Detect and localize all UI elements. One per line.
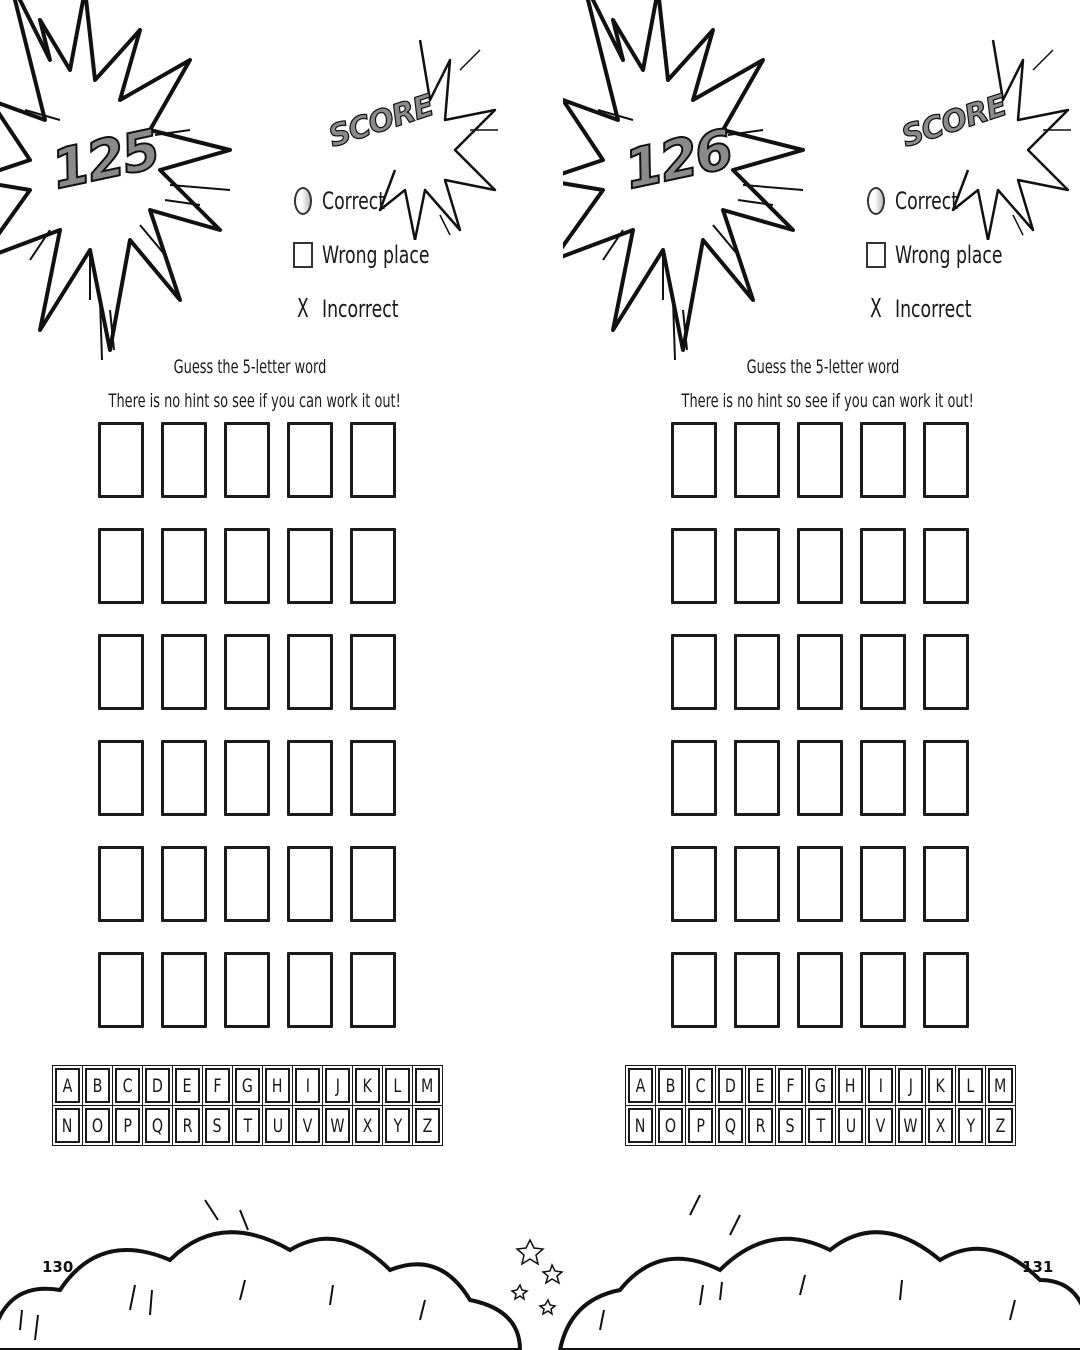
alphabet-letter-label: S [785,1114,796,1137]
letter-box[interactable] [671,528,717,604]
alphabet-row [628,1068,1018,1103]
legend-label: Incorrect [895,295,972,323]
guess-row [671,634,969,710]
alphabet-letter[interactable] [958,1108,983,1143]
alphabet-letter-label: B [665,1074,676,1097]
guess-row [671,528,969,604]
alphabet-letter-label: F [213,1074,222,1097]
alphabet-letter-label: N [635,1114,646,1137]
alphabet-letter[interactable] [355,1108,380,1143]
alphabet-letter[interactable] [898,1108,923,1143]
letter-box[interactable] [923,740,969,816]
alphabet-letter-label: P [123,1114,132,1137]
alphabet-letter[interactable] [838,1108,863,1143]
alphabet-letter[interactable] [628,1068,653,1103]
alphabet-letter-label: Y [966,1114,975,1137]
letter-box[interactable] [671,952,717,1028]
alphabet-letter[interactable] [928,1068,953,1103]
alphabet-letter-label: D [725,1074,736,1097]
alphabet-letter-label: O [664,1114,677,1137]
square-icon [866,242,886,268]
alphabet-row [628,1108,1018,1143]
letter-box[interactable] [98,634,144,710]
guess-row [671,952,969,1028]
puzzle-number: 126 [619,117,737,202]
alphabet-letter-label: X [935,1114,946,1137]
alphabet-letter-label: D [152,1074,163,1097]
alphabet-letter-label: V [875,1114,886,1137]
alphabet-letter-label: G [241,1074,254,1097]
legend-incorrect [859,282,1044,336]
alphabet-letter-label: J [908,1074,913,1097]
instruction-line: Guess the 5-letter word [746,356,900,378]
alphabet-letter-label: U [845,1114,856,1137]
letter-box[interactable] [671,634,717,710]
alphabet-letter-label: J [335,1074,340,1097]
letter-box[interactable] [860,634,906,710]
guess-row [98,846,396,922]
alphabet-letter-label: F [786,1074,795,1097]
guess-row [671,422,969,498]
letter-box[interactable] [224,422,270,498]
legend-correct [859,174,1044,228]
alphabet-letter[interactable] [748,1068,773,1103]
letter-box[interactable] [350,528,396,604]
alphabet-letter[interactable] [145,1108,170,1143]
alphabet-letter[interactable] [688,1068,713,1103]
page-number: 130 [42,1258,74,1276]
alphabet-letter-label: M [994,1074,1007,1097]
alphabet-letter-label: B [92,1074,103,1097]
alphabet-letter-label: W [330,1114,345,1137]
alphabet-letter-label: C [122,1074,133,1097]
letter-box[interactable] [923,846,969,922]
alphabet-letter-label: O [91,1114,104,1137]
letter-box[interactable] [350,422,396,498]
letter-box[interactable] [797,952,843,1028]
alphabet-letter-label: Z [995,1114,1006,1137]
alphabet-letter[interactable] [235,1068,260,1103]
alphabet-letter-label: S [212,1114,223,1137]
alphabet-letter[interactable] [988,1068,1013,1103]
alphabet-row [55,1108,445,1143]
alphabet-letter-label: A [62,1074,73,1097]
letter-box[interactable] [923,952,969,1028]
legend-label: Wrong place [322,241,430,269]
x-icon: X [870,294,882,324]
alphabet-letter[interactable] [385,1108,410,1143]
circle-icon [867,187,885,215]
letter-box[interactable] [671,422,717,498]
guess-row [98,634,396,710]
letter-box[interactable] [161,740,207,816]
alphabet-letter[interactable] [145,1068,170,1103]
right-page [540,0,1080,1350]
letter-box[interactable] [350,952,396,1028]
score-legend [859,174,1044,336]
alphabet-letter[interactable] [928,1108,953,1143]
alphabet-letter[interactable] [868,1108,893,1143]
letter-box[interactable] [287,422,333,498]
alphabet-letter[interactable] [868,1068,893,1103]
letter-box[interactable] [734,846,780,922]
alphabet-letter[interactable] [235,1108,260,1143]
letter-box[interactable] [797,740,843,816]
alphabet-letter[interactable] [295,1068,320,1103]
letter-box[interactable] [98,422,144,498]
alphabet-letter-label: K [362,1074,373,1097]
alphabet-letter-label: T [243,1114,252,1137]
instructions [102,350,401,418]
puzzle-number: 125 [46,117,164,202]
alphabet-letter-label: N [62,1114,73,1137]
letter-box[interactable] [860,740,906,816]
alphabet-letter[interactable] [658,1108,683,1143]
guess-row [671,846,969,922]
alphabet-letter[interactable] [958,1068,983,1103]
alphabet-letter-label: H [845,1074,856,1097]
letter-box[interactable] [350,846,396,922]
letter-box[interactable] [923,528,969,604]
guess-row [98,528,396,604]
legend-correct [286,174,471,228]
guess-row [98,740,396,816]
letter-box[interactable] [98,846,144,922]
alphabet-letter[interactable] [778,1108,803,1143]
letter-box[interactable] [287,528,333,604]
score-title: SCORE [324,88,438,155]
letter-box[interactable] [161,528,207,604]
letter-box[interactable] [734,634,780,710]
alphabet-letter[interactable] [205,1108,230,1143]
alphabet-letter[interactable] [718,1068,743,1103]
letter-box[interactable] [860,422,906,498]
letter-box[interactable] [224,952,270,1028]
alphabet-letter[interactable] [175,1068,200,1103]
letter-box[interactable] [734,952,780,1028]
letter-box[interactable] [224,846,270,922]
instructions [675,350,974,418]
letter-box[interactable] [287,952,333,1028]
alphabet-letter[interactable] [385,1068,410,1103]
alphabet-letter[interactable] [808,1068,833,1103]
alphabet-letter[interactable] [85,1108,110,1143]
alphabet-letter[interactable] [115,1108,140,1143]
alphabet-letter[interactable] [355,1068,380,1103]
legend-label: Incorrect [322,295,399,323]
letter-box[interactable] [224,740,270,816]
alphabet-row [55,1068,445,1103]
alphabet-letter-label: L [393,1074,402,1097]
alphabet-letter[interactable] [85,1068,110,1103]
alphabet-letter[interactable] [55,1068,80,1103]
alphabet-letter-label: M [421,1074,434,1097]
alphabet-letter[interactable] [415,1108,440,1143]
letter-box[interactable] [350,634,396,710]
letter-box[interactable] [98,528,144,604]
circle-icon [294,187,312,215]
legend-incorrect [286,282,471,336]
alphabet-letter[interactable] [718,1108,743,1143]
alphabet-letter[interactable] [808,1108,833,1143]
letter-box[interactable] [797,422,843,498]
alphabet-letter[interactable] [205,1068,230,1103]
alphabet-letter[interactable] [688,1108,713,1143]
alphabet-letter[interactable] [325,1108,350,1143]
letter-box[interactable] [350,740,396,816]
letter-box[interactable] [287,634,333,710]
letter-box[interactable] [860,952,906,1028]
alphabet-letter-label: Q [724,1114,737,1137]
letter-box[interactable] [287,846,333,922]
letter-box[interactable] [287,740,333,816]
alphabet-letter-label: I [878,1074,883,1097]
letter-box[interactable] [797,634,843,710]
guess-grid[interactable] [671,422,969,1058]
alphabet-letter-label: Y [393,1114,402,1137]
square-icon [293,242,313,268]
alphabet-letter[interactable] [748,1108,773,1143]
alphabet-tracker [55,1068,445,1148]
letter-box[interactable] [161,846,207,922]
letter-box[interactable] [161,422,207,498]
legend-label: Correct [895,187,959,215]
score-title: SCORE [897,88,1011,155]
alphabet-letter[interactable] [265,1068,290,1103]
alphabet-letter[interactable] [295,1108,320,1143]
guess-grid[interactable] [98,422,396,1058]
alphabet-letter-label: X [362,1114,373,1137]
page-number: 131 [1022,1258,1054,1276]
legend-wrong-place [859,228,1044,282]
letter-box[interactable] [734,740,780,816]
letter-box[interactable] [860,528,906,604]
alphabet-letter-label: E [755,1074,765,1097]
alphabet-letter-label: E [182,1074,192,1097]
legend-wrong-place [286,228,471,282]
alphabet-letter[interactable] [628,1108,653,1143]
alphabet-letter[interactable] [325,1068,350,1103]
alphabet-letter[interactable] [988,1108,1013,1143]
alphabet-letter[interactable] [898,1068,923,1103]
guess-row [671,740,969,816]
alphabet-letter-label: K [935,1074,946,1097]
alphabet-letter-label: U [272,1114,283,1137]
alphabet-letter[interactable] [115,1068,140,1103]
instruction-line: Guess the 5-letter word [173,356,327,378]
letter-box[interactable] [224,634,270,710]
letter-box[interactable] [797,846,843,922]
alphabet-letter-label: W [903,1114,918,1137]
alphabet-letter-label: I [305,1074,310,1097]
letter-box[interactable] [734,422,780,498]
alphabet-letter-label: A [635,1074,646,1097]
alphabet-letter[interactable] [778,1068,803,1103]
letter-box[interactable] [671,740,717,816]
alphabet-letter-label: Z [422,1114,433,1137]
score-legend [286,174,471,336]
cloud-border-icon [0,1190,1080,1350]
alphabet-letter-label: L [966,1074,975,1097]
instruction-line: There is no hint so see if you can work it out! [108,390,401,412]
alphabet-tracker [628,1068,1018,1148]
legend-label: Wrong place [895,241,1003,269]
alphabet-letter-label: R [755,1114,766,1137]
letter-box[interactable] [923,422,969,498]
alphabet-letter-label: T [816,1114,825,1137]
alphabet-letter[interactable] [265,1108,290,1143]
alphabet-letter[interactable] [415,1068,440,1103]
alphabet-letter[interactable] [175,1108,200,1143]
alphabet-letter-label: H [272,1074,283,1097]
letter-box[interactable] [671,846,717,922]
guess-row [98,422,396,498]
legend-label: Correct [322,187,386,215]
guess-row [98,952,396,1028]
x-icon: X [297,294,309,324]
letter-box[interactable] [98,952,144,1028]
letter-box[interactable] [161,952,207,1028]
alphabet-letter-label: R [182,1114,193,1137]
letter-box[interactable] [923,634,969,710]
alphabet-letter-label: V [302,1114,313,1137]
letter-box[interactable] [161,634,207,710]
alphabet-letter-label: G [814,1074,827,1097]
letter-box[interactable] [797,528,843,604]
letter-box[interactable] [734,528,780,604]
alphabet-letter[interactable] [658,1068,683,1103]
alphabet-letter[interactable] [55,1108,80,1143]
letter-box[interactable] [860,846,906,922]
alphabet-letter-label: P [696,1114,705,1137]
instruction-line: There is no hint so see if you can work it out! [681,390,974,412]
letter-box[interactable] [224,528,270,604]
alphabet-letter-label: C [695,1074,706,1097]
alphabet-letter[interactable] [838,1068,863,1103]
alphabet-letter-label: Q [151,1114,164,1137]
letter-box[interactable] [98,740,144,816]
